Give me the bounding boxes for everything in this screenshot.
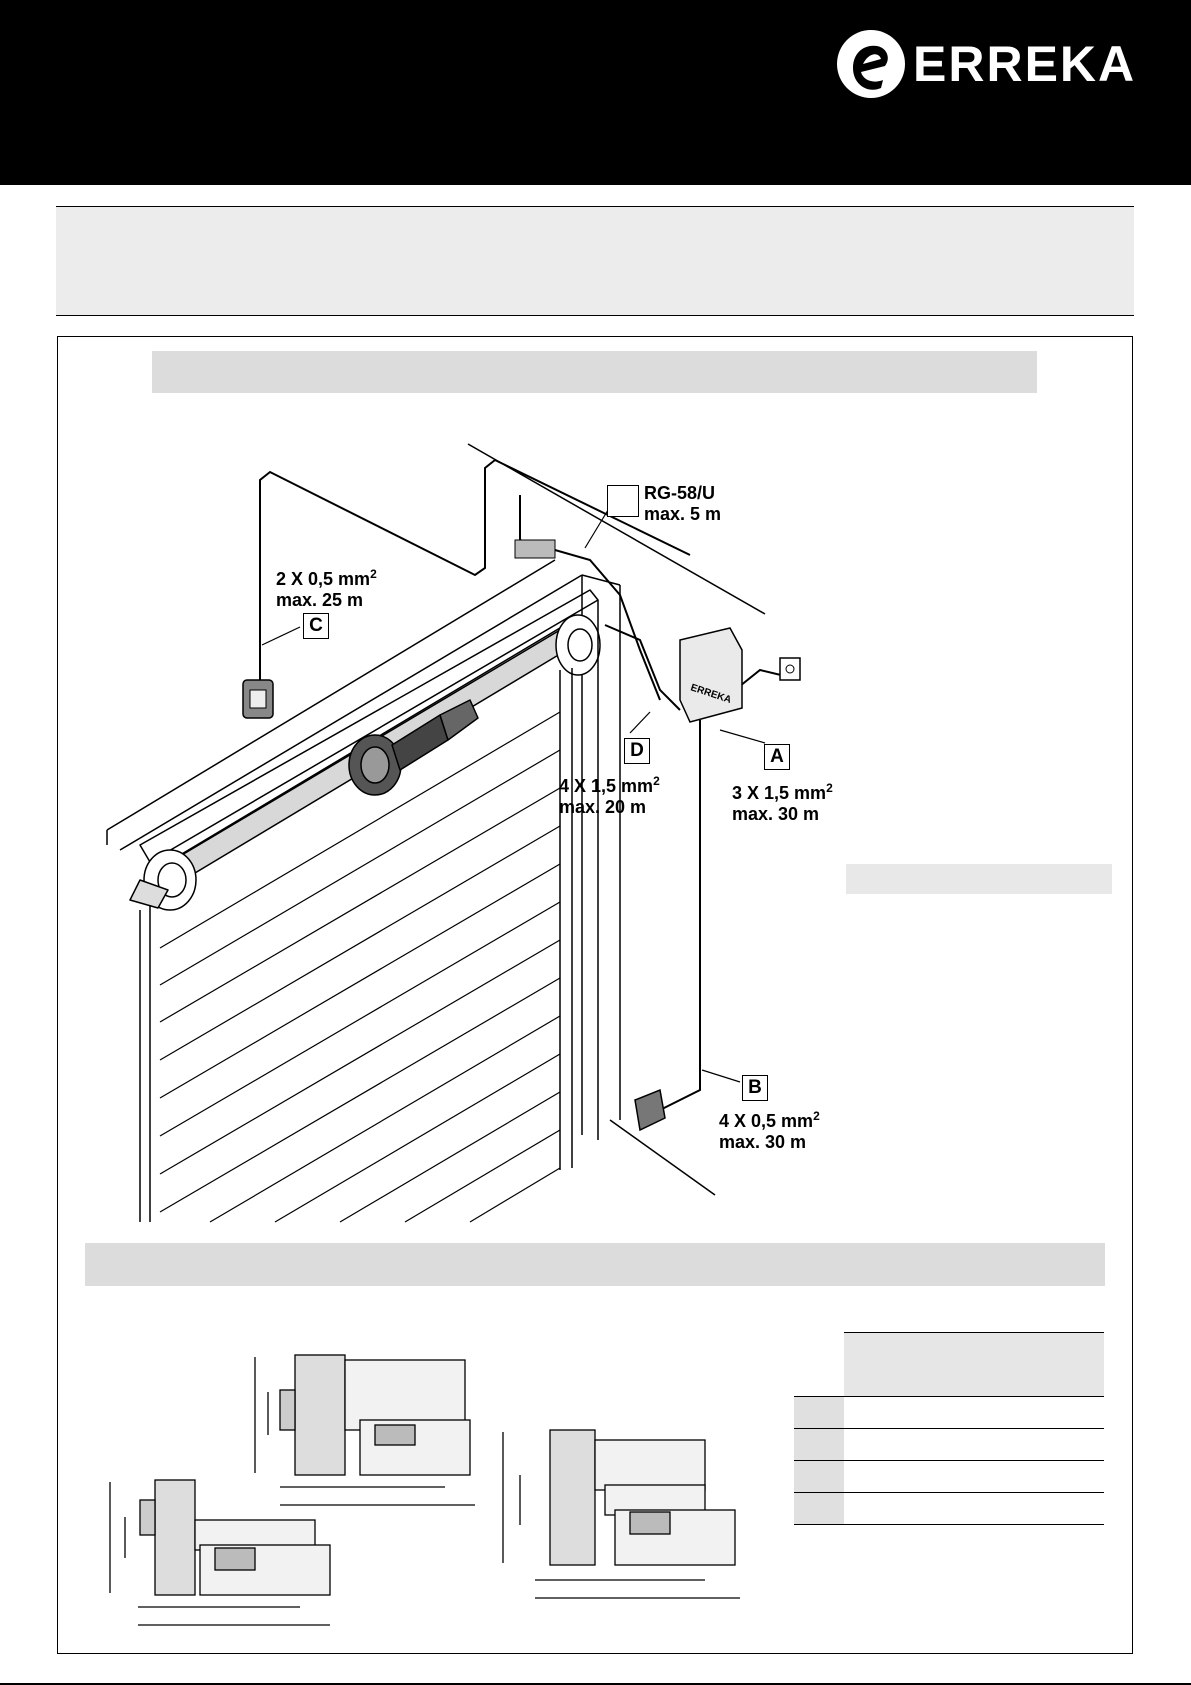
b-cable-length: max. 30 m (719, 1132, 807, 1152)
motor-dimension-drawings (110, 1355, 740, 1625)
row-key (794, 1429, 844, 1460)
wall-socket-icon (780, 658, 800, 680)
c-cable-length: max. 25 m (276, 590, 364, 610)
b-cable-spec: 4 X 0,5 mm (719, 1111, 814, 1131)
row-key (794, 1493, 844, 1524)
antenna-cable-label (644, 483, 721, 525)
control-box-icon (680, 628, 742, 722)
b-cable-label (719, 1106, 820, 1153)
antenna-cable-type: RG-58/U (644, 483, 716, 503)
d-cable-length: max. 20 m (559, 797, 647, 817)
c-cable-exp: 2 (370, 567, 377, 581)
a-cable-exp: 2 (826, 781, 833, 795)
motor-icon (550, 1430, 735, 1565)
photocell-icon (635, 1090, 665, 1130)
a-tag: A (764, 744, 790, 770)
motor-icon (140, 1480, 330, 1595)
c-tag: C (303, 613, 329, 639)
table-row (794, 1396, 1104, 1428)
key-switch-icon (243, 680, 273, 718)
d-cable-label (559, 771, 660, 818)
spec-table-header (844, 1332, 1104, 1397)
antenna-tag (607, 485, 639, 517)
d-tag: D (624, 738, 650, 764)
table-row (794, 1460, 1104, 1492)
motor-icon (280, 1355, 470, 1475)
brand-name: ERREKA (913, 36, 1137, 92)
a-cable-label (732, 778, 833, 825)
row-key (794, 1397, 844, 1428)
table-row (794, 1492, 1104, 1524)
antenna-icon (515, 495, 555, 558)
b-tag: B (742, 1075, 768, 1101)
d-cable-exp: 2 (653, 774, 660, 788)
b-cable-exp: 2 (813, 1109, 820, 1123)
table-bottom-rule (794, 1524, 1104, 1525)
table-row (794, 1428, 1104, 1460)
row-key (794, 1461, 844, 1492)
antenna-cable-length: max. 5 m (644, 504, 722, 524)
c-cable-label (276, 564, 377, 611)
a-cable-length: max. 30 m (732, 804, 820, 824)
c-cable-spec: 2 X 0,5 mm (276, 569, 371, 589)
a-cable-spec: 3 X 1,5 mm (732, 783, 827, 803)
svg-text:ERREKA: ERREKA (689, 682, 733, 706)
d-cable-spec: 4 X 1,5 mm (559, 776, 654, 796)
